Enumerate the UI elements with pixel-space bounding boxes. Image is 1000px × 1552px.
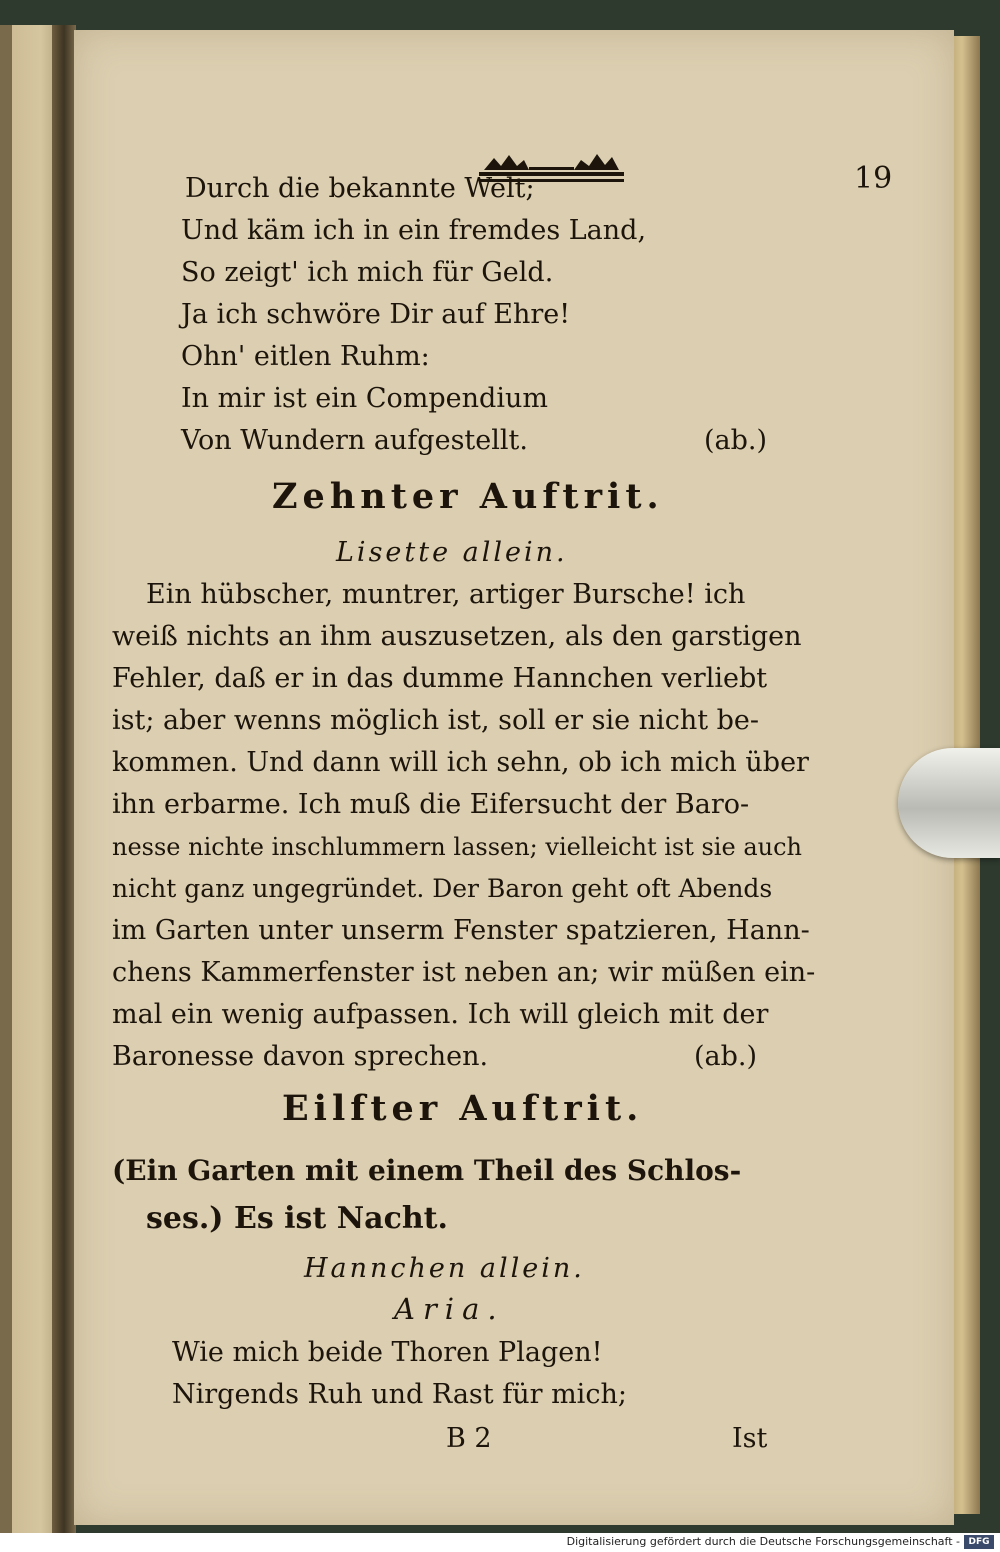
- character-heading: Lisette allein.: [336, 537, 568, 568]
- dfg-logo: DFG: [964, 1535, 994, 1549]
- verse-line: Durch die bekannte Welt;: [185, 173, 535, 204]
- prose-line: weiß nichts an ihm auszusetzen, als den garstigen: [112, 621, 802, 652]
- prose-line: im Garten unter unserm Fenster spatzieren, Hann-: [112, 915, 810, 946]
- book-page: [74, 30, 954, 1525]
- verse-line: So zeigt' ich mich für Geld.: [181, 257, 554, 288]
- prose-line: nesse nichte inschlummern lassen; vielleicht ist sie auch: [112, 833, 802, 861]
- verse-line: Nirgends Ruh und Rast für mich;: [172, 1379, 627, 1410]
- book-gutter: [52, 25, 76, 1535]
- prose-line: chens Kammerfenster ist neben an; wir müßen ein-: [112, 957, 816, 988]
- page-clip: [898, 748, 1000, 858]
- facing-page-edge: [0, 25, 12, 1535]
- character-heading: Hannchen allein.: [304, 1253, 585, 1284]
- verse-line: Von Wundern aufgestellt.: [181, 425, 528, 456]
- prose-line: kommen. Und dann will ich sehn, ob ich mich über: [112, 747, 809, 778]
- prose-line: Fehler, daß er in das dumme Hannchen verliebt: [112, 663, 768, 694]
- stage-direction: (ab.): [704, 425, 768, 456]
- catchword: Ist: [732, 1423, 768, 1454]
- footer-credit: Digitalisierung gefördert durch die Deutsche Forschungsgemeinschaft -: [566, 1535, 960, 1548]
- prose-line: ihn erbarme. Ich muß die Eifersucht der Baro-: [112, 789, 750, 820]
- signature-mark: B 2: [446, 1423, 492, 1454]
- prose-line: Ein hübscher, muntrer, artiger Bursche! ich: [146, 579, 746, 610]
- footer-bar: [0, 1533, 1000, 1552]
- verse-line: Und käm ich in ein fremdes Land,: [181, 215, 647, 246]
- page-number: 19: [854, 161, 893, 196]
- prose-line: ist; aber wenns möglich ist, soll er sie nicht be-: [112, 705, 760, 736]
- verse-line: Ohn' eitlen Ruhm:: [181, 341, 430, 372]
- scene-heading: Eilfter Auftrit.: [282, 1088, 644, 1129]
- stage-direction: (ab.): [694, 1041, 758, 1072]
- prose-line: mal ein wenig aufpassen. Ich will gleich mit der: [112, 999, 769, 1030]
- verse-line: Wie mich beide Thoren Plagen!: [172, 1337, 603, 1368]
- prose-line: nicht ganz ungegründet. Der Baron geht oft Abends: [112, 874, 773, 903]
- scene-heading: Zehnter Auftrit.: [272, 476, 664, 517]
- scene-description: (Ein Garten mit einem Theil des Schlos-: [112, 1154, 742, 1187]
- aria-heading: Aria.: [394, 1292, 505, 1326]
- scene-description: ses.) Es ist Nacht.: [146, 1201, 448, 1236]
- prose-line: Baronesse davon sprechen.: [112, 1041, 489, 1072]
- verse-line: Ja ich schwöre Dir auf Ehre!: [181, 299, 571, 330]
- verse-line: In mir ist ein Compendium: [181, 383, 548, 414]
